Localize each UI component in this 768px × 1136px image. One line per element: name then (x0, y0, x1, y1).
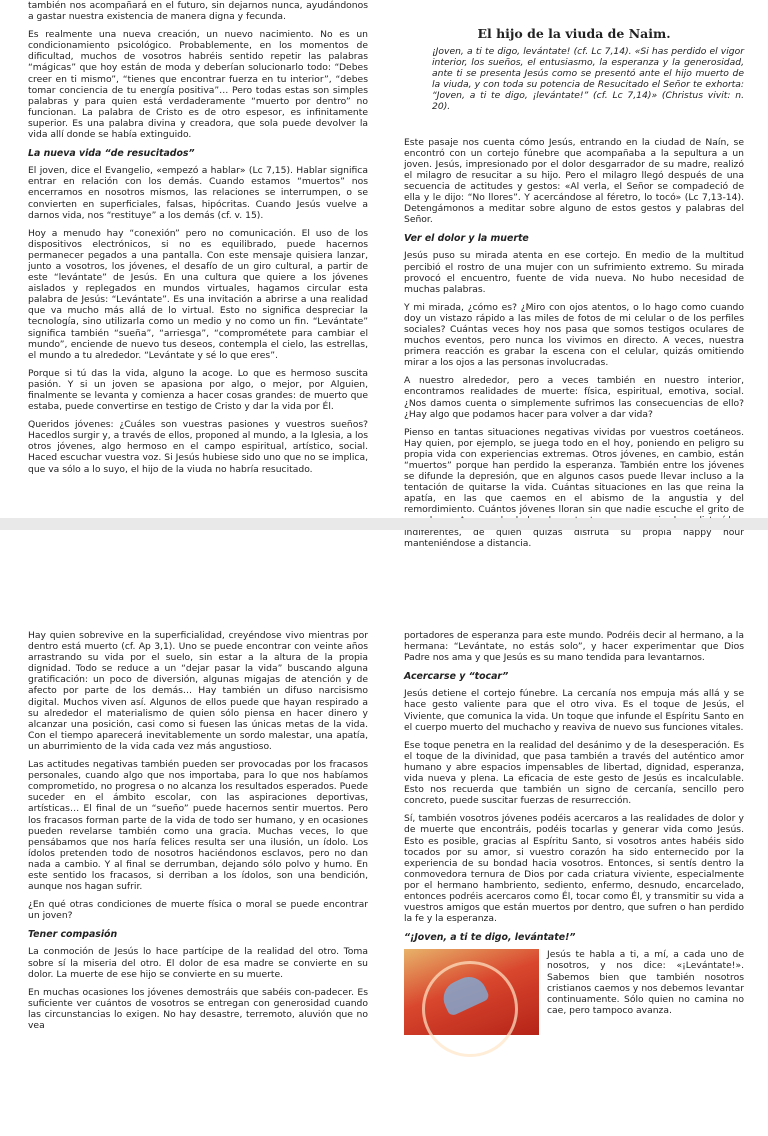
paragraph: ¿En qué otras condiciones de muerte física o moral se puede encontrar un joven? (28, 899, 368, 922)
paragraph: también nos acompañará en el futuro, sin dejarnos nunca, ayudándonos a gastar nuestra existencia de manera digna y fecunda. (28, 0, 368, 23)
page-1-left-column (28, 0, 368, 505)
paragraph: Y mi mirada, ¿cómo es? ¿Miro con ojos atentos, o lo hago como cuando doy un vistazo rápido a las miles de fotos de mi celular o de los perfiles sociales? Cuántas veces hoy nos pasa que somos testigos oculares de muchos eventos, pero nunca los vivimos en directo. A veces, nuestra primera reacción es grabar la escena con el celular, quizás omitiendo mirar a los ojos a las personas involucradas. (404, 301, 744, 369)
section-heading: Tener compasión (28, 929, 118, 941)
paragraph: Pienso en tantas situaciones negativas vividas por vuestros coetáneos. Hay quien, por ejemplo, se juega todo en el hoy, poniendo en peligro su propia vida con experiencias extremas. Otros jóvenes, en cambio, están “muertos” porque han perdido la esperanza. También entre los jóvenes se difunde la depresión, que en algunos casos puede llevar incluso a la tentación de quitarse la vida. Cuántas situaciones en las que reina la apatía, en las que caemos en el abismo de la angustia y del remordimiento. Cuántos jóvenes lloran sin que nadie escuche el grito de su alma. A su alrededor hay tantas veces miradas distraídas, indiferentes, de quien quizás disfruta su propia happy hour manteniéndose a distancia. (404, 426, 744, 549)
paragraph: portadores de esperanza para este mundo. Podréis decir al hermano, a la hermana: “Levántate, no estás solo”, y hacer experimentar que Dios Padre nos ama y que Jesús es su mano tendida para levantarnos. (404, 630, 744, 664)
paragraph: Este pasaje nos cuenta cómo Jesús, entrando en la ciudad de Naín, se encontró con un cortejo fúnebre que acompañaba a la sepultura a un joven. Jesús, impresionado por el dolor desgarrador de su madre, realizó el milagro de resucitar a su hijo. Pero el milagro llegó después de una secuencia de actitudes y gestos: «Al verla, el Señor se compadeció de ella y le dijo: “No llores”. Y acercándose al féretro, lo tocó» (Lc 7,13-14). Detengámonos a meditar sobre alguno de estos gestos y palabras del Señor. (404, 136, 744, 226)
paragraph: Jesús te habla a ti, a mí, a cada uno de nosotros, y nos dice: «¡Levántate!». Sabemos bien que también nosotros cristianos caemos y nos debemos levantar continuamente. Sólo quien no camina no cae, pero tampoco avanza. (547, 949, 744, 1016)
section-heading: La nueva vida “de resucitados” (28, 148, 195, 160)
page-1 (0, 0, 768, 549)
paragraph: La conmoción de Jesús lo hace partícipe de la realidad del otro. Toma sobre sí la miseria del otro. El dolor de esa madre se convierte en su dolor. La muerte de ese hijo se convierte en su muerte. (28, 946, 368, 980)
paragraph: Jesús puso su mirada atenta en ese cortejo. En medio de la multitud percibió el rostro de una mujer con un sufrimiento extremo. Su mirada provocó el encuentro, fuente de vida nueva. No hubo necesidad de muchas palabras. (404, 250, 744, 295)
paragraph: Ese toque penetra en la realidad del desánimo y de la desesperación. Es el toque de la divinidad, que pasa también a través del auténtico amor humano y abre espacios impensables de libertad, dignidad, esperanza, vida nueva y plena. La eficacia de este gesto de Jesús es incalculable. Esto nos recuerda que también un signo de cercanía, sencillo pero concreto, puede suscitar fuerzas de resurrección. (404, 739, 744, 807)
page-2 (0, 518, 768, 1036)
page-2-right-column (404, 630, 744, 1136)
paragraph: A nuestro alrededor, pero a veces también en nuestro interior, encontramos realidades de muerte: física, espiritual, emotiva, social. ¿Nos damos cuenta o simplemente sufrimos las consecuencias de ello? ¿Hay algo que podamos hacer para volver a dar vida? (404, 375, 744, 420)
paragraph: Es realmente una nueva creación, un nuevo nacimiento. No es un condicionamiento psicológico. Probablemente, en los momentos de dificultad, muchos de vosotros habréis sentido repetir las palabras “mágicas” que hoy están de moda y deberían solucionarlo todo: “Debes creer en ti mismo”, “tienes que encontrar fuerza en tu interior”, “debes tomar conciencia de tu energía positiva”… Pero todas estas son simples palabras y para quien está verdaderamente “muerto por dentro” no funcionan. La palabra de Cristo es de otro espesor, es infinitamente superior. Es una palabra divina y creadora, que sola puede devolver la vida allí donde se había extinguido. (28, 29, 368, 141)
paragraph: Jesús detiene el cortejo fúnebre. La cercanía nos empuja más allá y se hace gesto valiente para que el otro viva. Es el toque de Jesús, el Viviente, que comunica la vida. Un toque que infunde el Espíritu Santo en el cuerpo muerto del muchacho y reaviva de nuevo sus funciones vitales. (404, 688, 744, 733)
paragraph: Sí, también vosotros jóvenes podéis acercaros a las realidades de dolor y de muerte que encontráis, podéis tocarlas y generar vida como Jesús. Esto es posible, gracias al Espíritu Santo, si vosotros antes habéis sido tocados por su amor, si vuestro corazón ha sido enternecido por la experiencia de su bondad hacia vosotros. Entonces, si sentís dentro la conmovedora ternura de Dios por cada criatura viviente, especialmente por el hermano hambriento, sediento, enfermo, desnudo, encarcelado, entonces podréis acercaros como Él, tocar como Él, y transmitir su vida a vuestros amigos que están muertos por dentro, que sufren o han perdido la fe y la esperanza. (404, 813, 744, 925)
paragraph: Hay quien sobrevive en la superficialidad, creyéndose vivo mientras por dentro está muerto (cf. Ap 3,1). Uno se puede encontrar con veinte años arrastrando su vida por el suelo, sin estar a la altura de la propia dignidad. Todo se reduce a un “dejar pasar la vida” buscando alguna gratificación: un poco de diversión, algunas migajas de atención y de afecto por parte de los demás… Hay también un difuso narcisismo digital. Muchos viven así. Algunos de ellos puede que hayan respirado a su alrededor el materialismo de quien sólo piensa en hacer dinero y alcanzar una posición, casi como si fuesen las únicas metas de la vida. Con el tiempo aparecerá inevitablemente un sordo malestar, una apatía, un aburrimiento de la vida cada vez más angustioso. (28, 630, 368, 752)
page-1-right-column (404, 26, 744, 549)
paragraph: Hoy a menudo hay “conexión” pero no comunicación. El uso de los dispositivos electrónicos, si no es equilibrado, puede hacernos permanecer pegados a una pantalla. Con este mensaje quisiera lanzar, junto a vosotros, los jóvenes, el desafío de un giro cultural, a partir de este “levántate” de Jesús. En una cultura que quiere a los jóvenes aislados y replegados en mundos virtuales, hagamos circular esta palabra de Jesús: “Levántate”. Es una invitación a abrirse a una realidad que va mucho más allá de lo virtual. Esto no significa despreciar la tecnología, sino utilizarla como un medio y no como un fin. “Levántate” significa también “sueña”, “arriesga”, “comprométete para cambiar el mundo”, enciende de nuevo tus deseos, contempla el cielo, las estrellas, el mundo a tu alrededor. “Levántate y sé lo que eres”. (28, 227, 368, 361)
epigraph-quote: ¡Joven, a ti te digo, levántate! (cf. Lc 7,14). «Si has perdido el vigor interior, los sueños, el entusiasmo, la esperanza y la generosidad, ante ti se presenta Jesús como se presentó ante el hijo muerto de la viuda, y con toda su potencia de Resucitado el Señor te exhorta: “Joven, a ti te digo, ¡levántate!” (cf. Lc 7,14)» (Christus vivit: n. 20). (432, 46, 744, 113)
paragraph: Porque si tú das la vida, alguno la acoge. Lo que es hermoso suscita pasión. Y si un joven se apasiona por algo, o mejor, por Alguien, finalmente se levanta y comienza a hacer cosas grandes: de muerto que estaba, puede convertirse en testigo de Cristo y dar la vida por Él. (28, 367, 368, 413)
section-heading: Acercarse y “tocar” (404, 671, 509, 683)
paragraph: En muchas ocasiones los jóvenes demostráis que sabéis con-padecer. Es suficiente ver cuántos de vosotros se entregan con generosidad cuando las circunstancias lo exigen. No hay desastre, terremoto, aluvión que no vea (28, 986, 368, 1031)
paragraph: Queridos jóvenes: ¿Cuáles son vuestras pasiones y vuestros sueños? Hacedlos surgir y, a través de ellos, proponed al mundo, a la Iglesia, a los otros jóvenes, algo hermoso en el campo espiritual, artístico, social. Haced escuchar vuestra voz. Si Jesús hubiese sido uno que no se implica, que va sólo a lo suyo, el hijo de la viuda no habría resucitado. (28, 419, 368, 475)
section-heading: Ver el dolor y la muerte (404, 233, 529, 245)
paragraph: Las actitudes negativas también pueden ser provocadas por los fracasos personales, cuando algo que nos importaba, para lo que nos habíamos comprometido, no progresa o no alcanza los resultados esperados. Puede suceder en el ámbito escolar, con las aspiraciones deportivas, artísticas… El final de un “sueño” puede hacernos sentir muertos. Pero los fracasos forman parte de la vida de todo ser humano, y en ocasiones pueden revelarse también como una gracia. Muchas veces, lo que pensábamos que nos haría felices resulta ser una ilusión, un ídolo. Los ídolos pretenden todo de nosotros haciéndonos esclavos, pero no dan nada a cambio. Y al final se derrumban, dejando sólo polvo y humo. En este sentido los fracasos, si derriban a los ídolos, son una bendición, aunque nos hagan sufrir. (28, 759, 368, 893)
document-title: El hijo de la viuda de Naim. (477, 26, 671, 41)
section-heading: “¡Joven, a ti te digo, levántate!” (404, 932, 576, 944)
resurrection-image (404, 949, 539, 1035)
page-2-left-column (28, 630, 368, 1136)
paragraph: El joven, dice el Evangelio, «empezó a hablar» (Lc 7,15). Hablar significa entrar en relación con los demás. Cuando estamos “muertos” nos encerramos en nosotros mismos, las relaciones se interrumpen, o se convierten en superficiales, falsas, hipócritas. Cuando Jesús vuelve a darnos vida, nos “restituye” a los demás (cf. v. 15). (28, 165, 368, 221)
